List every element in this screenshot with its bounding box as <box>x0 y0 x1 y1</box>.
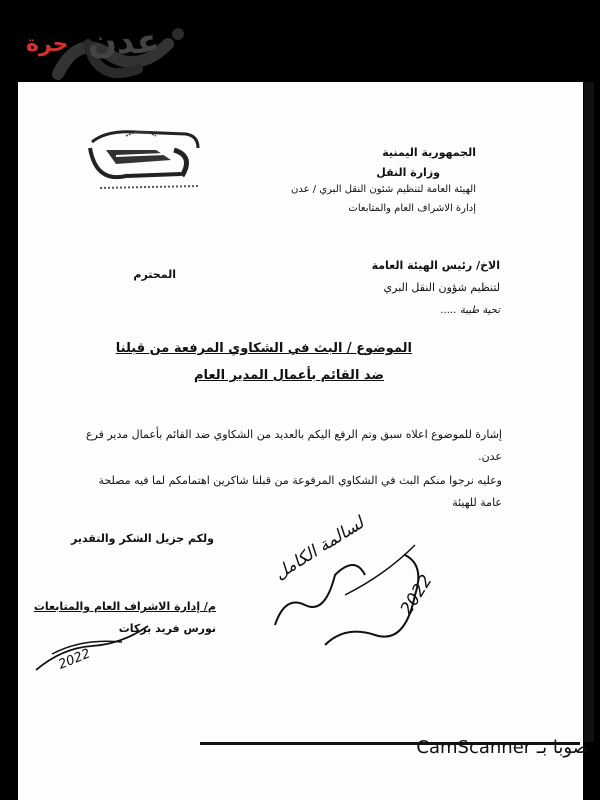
subject-line2: ضد القائم بأعمال المدير العام <box>194 368 384 383</box>
agency-logo <box>86 128 204 198</box>
addressee-line2: لتنظيم شؤون النقل البري <box>383 281 500 294</box>
header-authority: الهيئة العامة لتنظيم شئون النقل البري / عدن <box>291 184 476 195</box>
header-ministry: وزارة النقل <box>376 166 440 179</box>
page-shadow <box>584 82 594 742</box>
header-department: إدارة الاشراف العام والمتابعات <box>348 203 476 214</box>
subject-line1: الموضوع / البث في الشكاوي المرفعة من قبلنا <box>115 341 412 356</box>
closing-text: ولكم جزيل الشكر والتقدير <box>70 532 214 545</box>
body-paragraph-1: إشارة للموضوع اعلاه سبق وتم الرفع اليكم بالعديد من الشكاوي ضد القائم بأعمال مدير فرع عدن. <box>85 428 502 463</box>
greeting: تحية طيبة ..... <box>440 305 500 316</box>
watermark-logo-text: عدن <box>88 22 160 62</box>
camscanner-watermark <box>416 737 588 758</box>
agency-emblem-icon <box>86 128 204 198</box>
signatory-name: نورس فريد بركات <box>118 622 216 635</box>
body-paragraph-2: وعليه نرجوا منكم البث في الشكاوي المرفوعة من قبلنا شاكرين اهتمامكم لما فيه مصلحة عامة للهيئة <box>98 474 502 509</box>
signatory-title: م/ إدارة الاشراف العام والمتابعات <box>33 600 216 613</box>
addressee-salutation: المحترم <box>133 268 176 281</box>
addressee-line1: الاخ/ رئيس الهيئة العامة <box>371 259 500 272</box>
camscanner-label: CamScanner <box>416 737 532 758</box>
handwritten-date: 2022 <box>396 571 437 619</box>
camscanner-arabic: صوبا بـ <box>536 737 588 758</box>
handwritten-date-left: 2022 <box>56 646 93 673</box>
watermark-tag: حرة <box>26 32 69 57</box>
header-country: الجمهورية اليمنية <box>382 146 476 159</box>
handwritten-initials <box>32 618 152 682</box>
initials-scribble-icon <box>32 618 152 682</box>
handwritten-signature <box>265 513 445 665</box>
handwritten-note: لسالمة الكامل <box>271 513 368 584</box>
